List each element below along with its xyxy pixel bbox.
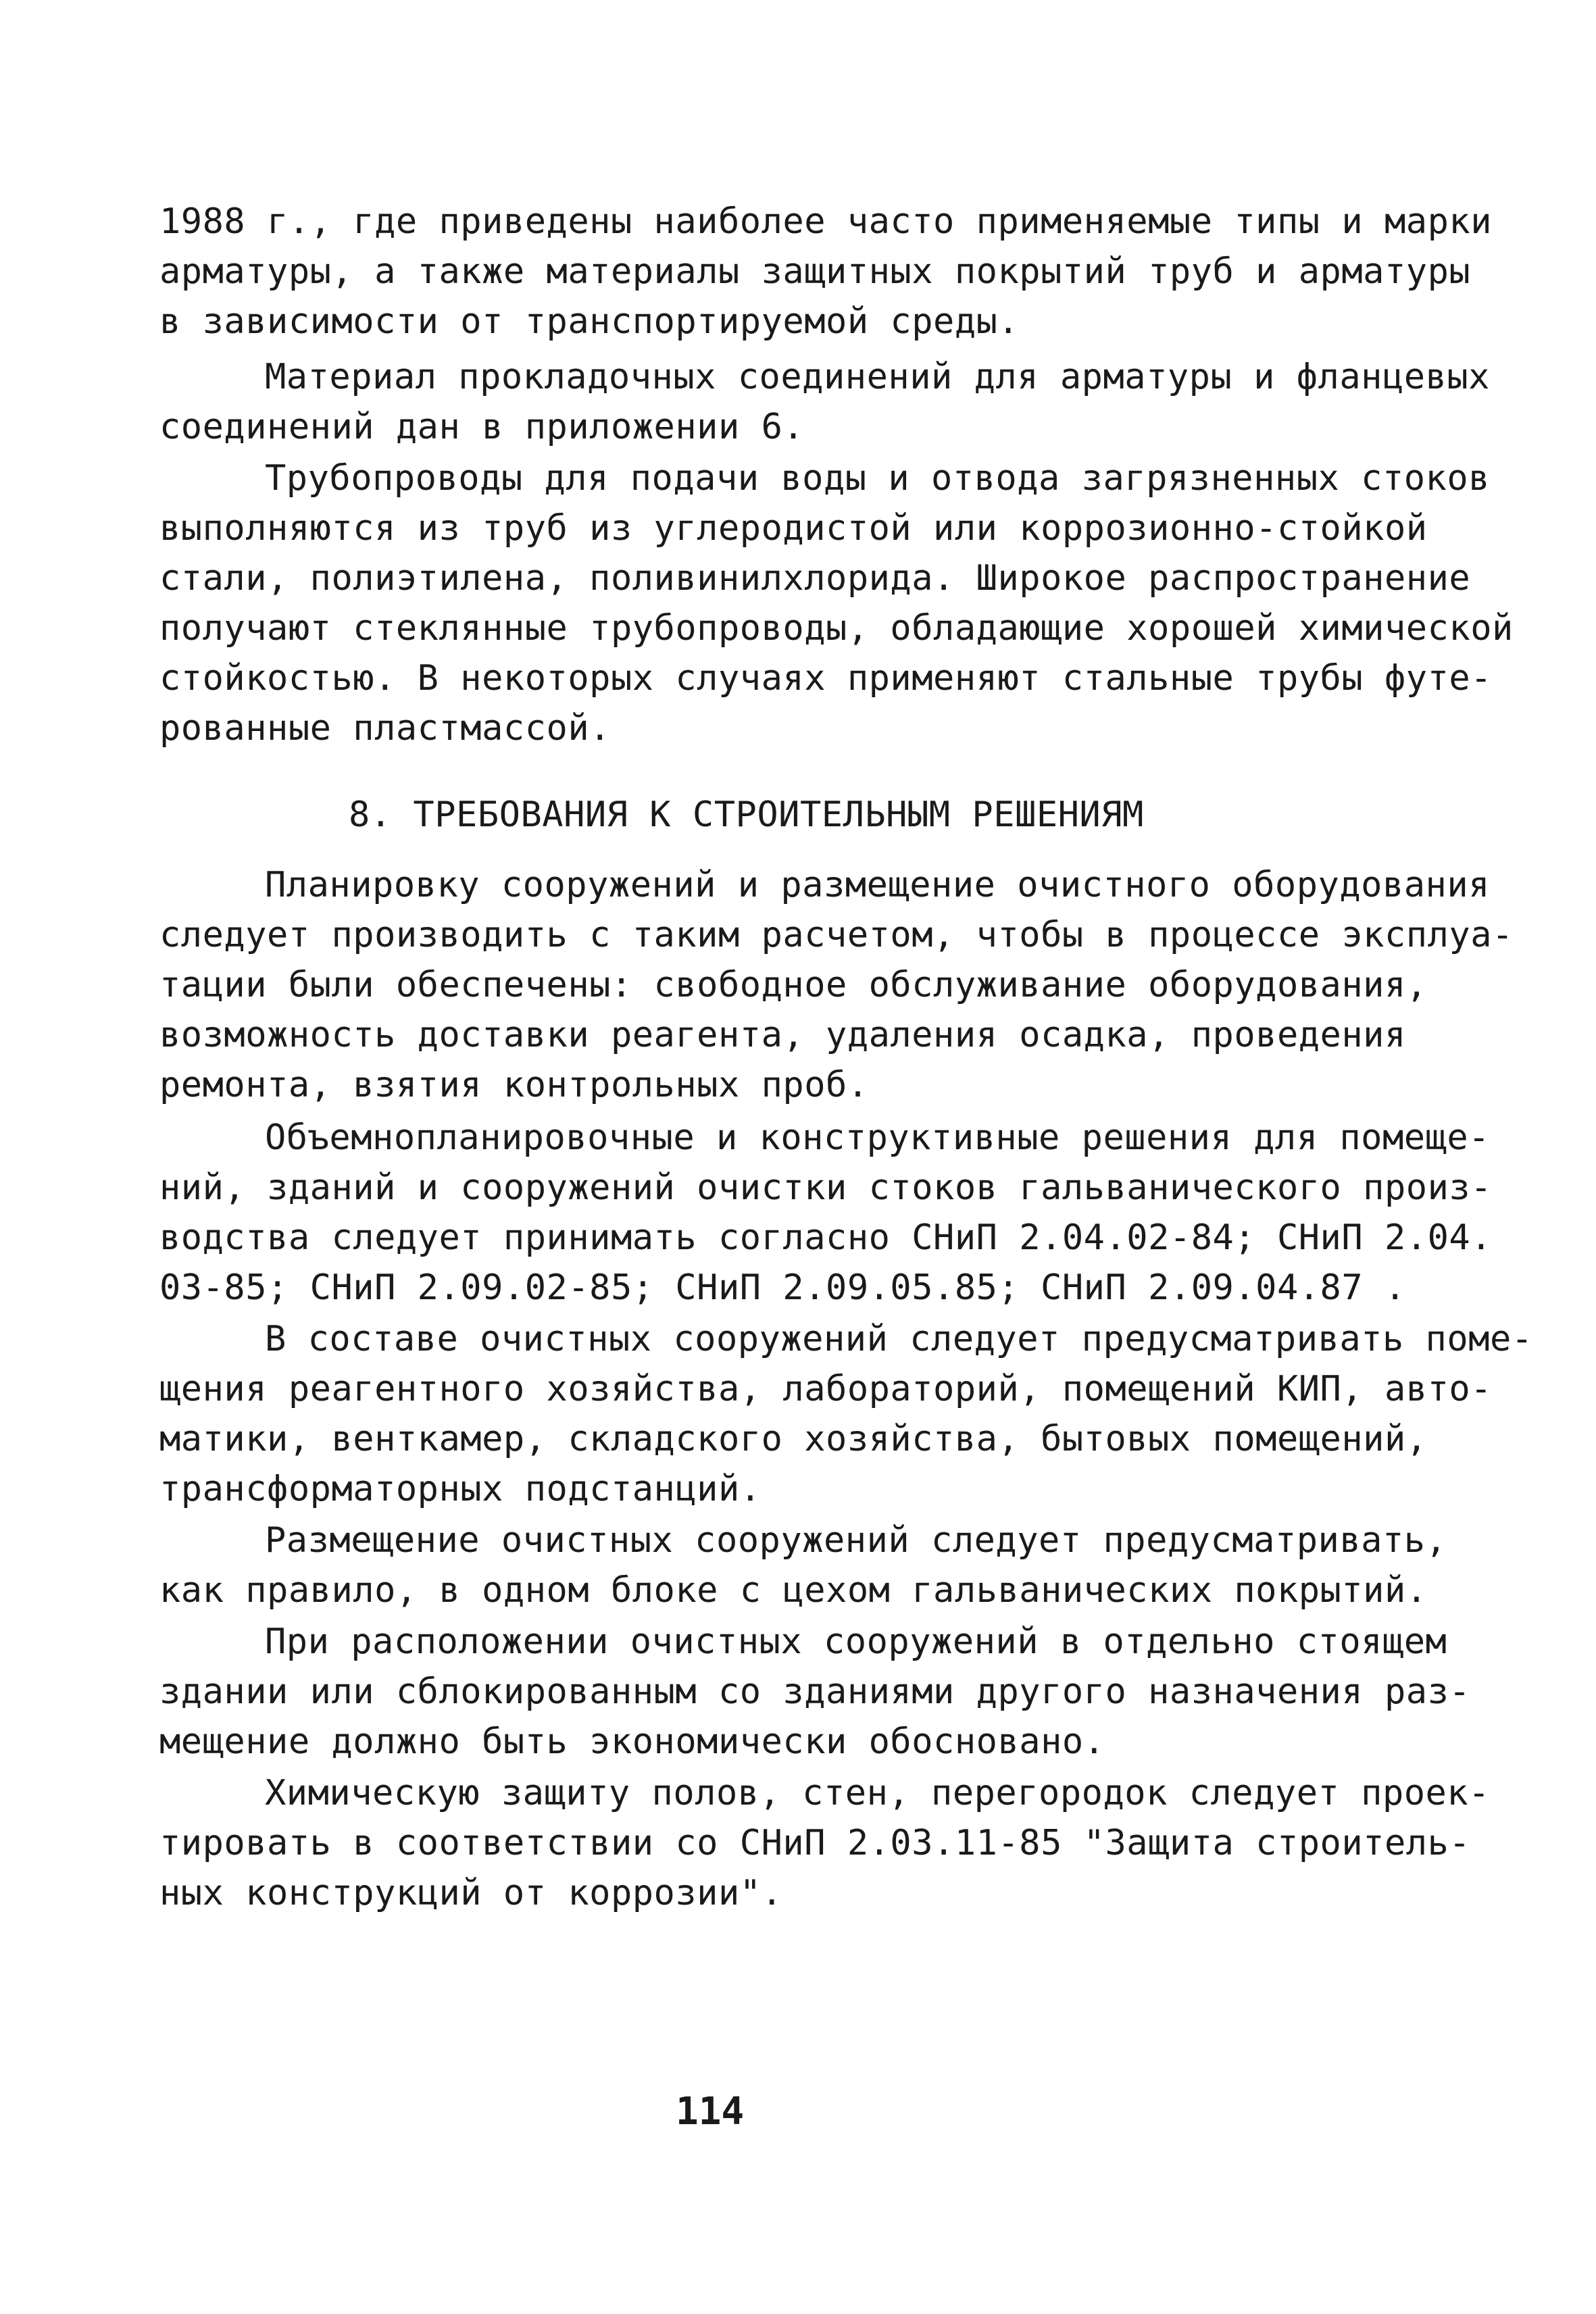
text-line: трансформаторных подстанций. [159, 1469, 762, 1509]
text-line: тировать в соответствии со СНиП 2.03.11-85 "Защита строитель- [159, 1823, 1471, 1863]
text-line: рованные пластмассой. [159, 708, 611, 749]
text-line: мещение должно быть экономически обосновано. [159, 1721, 1105, 1762]
text-line: Материал прокладочных соединений для арматуры и фланцевых [265, 357, 1490, 397]
text-line: Размещение очистных сооружений следует предусматривать, [265, 1520, 1447, 1561]
text-line: Объемнопланировочные и конструктивные решения для помеще- [265, 1117, 1490, 1158]
text-line: стойкостью. В некоторых случаях применяют стальные трубы футе- [159, 658, 1493, 699]
text-line: тации были обеспечены: свободное обслуживание оборудования, [159, 965, 1428, 1005]
text-line: арматуры, а также материалы защитных покрытий труб и арматуры [159, 251, 1471, 292]
text-line: стали, полиэтилена, поливинилхлорида. Широкое распространение [159, 558, 1471, 599]
text-line: ных конструкций от коррозии". [159, 1873, 783, 1913]
text-line: соединений дан в приложении 6. [159, 407, 805, 447]
text-line: 03-85; СНиП 2.09.02-85; СНиП 2.09.05.85; СНиП 2.09.04.87 . [159, 1267, 1406, 1308]
text-line: В составе очистных сооружений следует предусматривать поме- [265, 1319, 1533, 1359]
text-line: ремонта, взятия контрольных проб. [159, 1065, 869, 1105]
text-line: 1988 г., где приведены наиболее часто применяемые типы и марки [159, 201, 1493, 242]
text-line: Химическую защиту полов, стен, перегородок следует проек- [265, 1773, 1490, 1813]
text-line: водства следует принимать согласно СНиП 2.04.02-84; СНиП 2.04. [159, 1217, 1493, 1258]
text-line: ний, зданий и сооружений очистки стоков гальванического произ- [159, 1167, 1493, 1208]
text-line: возможность доставки реагента, удаления осадка, проведения [159, 1015, 1406, 1055]
text-line: матики, венткамер, складского хозяйства, бытовых помещений, [159, 1419, 1428, 1459]
text-line: как правило, в одном блоке с цехом гальванических покрытий. [159, 1570, 1428, 1611]
text-line: При расположении очистных сооружений в отдельно стоящем [265, 1621, 1447, 1662]
text-line: получают стеклянные трубопроводы, обладающие хорошей химической [159, 608, 1514, 649]
text-line: выполняются из труб из углеродистой или коррозионно-стойкой [159, 508, 1428, 549]
text-line: Планировку сооружений и размещение очистного оборудования [265, 865, 1490, 905]
page-number: 114 [676, 2090, 745, 2134]
text-line: здании или сблокированным со зданиями другого назначения раз- [159, 1671, 1471, 1712]
text-line: следует производить с таким расчетом, чтобы в процессе эксплуа- [159, 915, 1514, 955]
section-heading: 8. ТРЕБОВАНИЯ К СТРОИТЕЛЬНЫМ РЕШЕНИЯМ [349, 795, 1144, 835]
text-line: Трубопроводы для подачи воды и отвода загрязненных стоков [265, 458, 1490, 499]
text-line: в зависимости от транспортируемой среды. [159, 301, 1020, 342]
text-line: щения реагентного хозяйства, лабораторий, помещений КИП, авто- [159, 1369, 1493, 1409]
